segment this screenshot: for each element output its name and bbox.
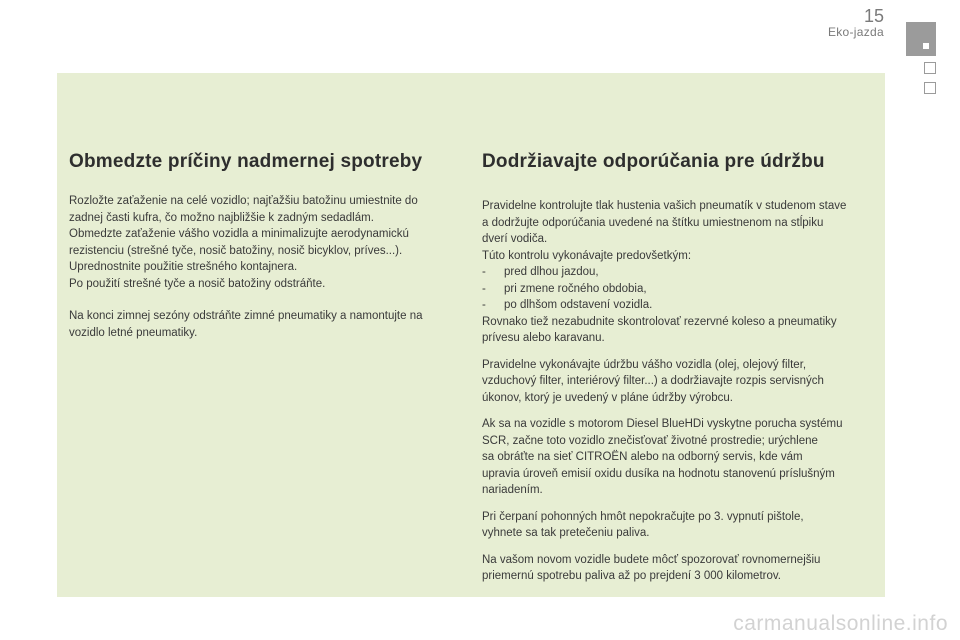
- text-line: nariadením.: [482, 484, 543, 496]
- left-column: [69, 151, 461, 351]
- text-line: Obmedzte zaťaženie vášho vozidla a minimalizujte aerodynamickú: [69, 228, 409, 240]
- left-paragraph-1: [69, 193, 461, 292]
- text-line: Na vašom novom vozidle budete môcť spozorovať rovnomernejšiu: [482, 553, 821, 566]
- left-section-title: Obmedzte príčiny nadmernej spotreby: [69, 151, 423, 172]
- text-line: dverí vodiča.: [482, 233, 548, 245]
- text-line: Rozložte zaťaženie na celé vozidlo; najťažšiu batožinu umiestnite do: [69, 195, 418, 207]
- text-line: Pravidelne kontrolujte tlak hustenia vašich pneumatík v studenom stave: [482, 200, 847, 212]
- text-line: Túto kontrolu vykonávajte predovšetkým:: [482, 249, 692, 262]
- left-paragraph-2: [69, 308, 461, 341]
- tab-dot: [923, 43, 929, 49]
- list-item: [482, 297, 872, 314]
- text-line: vyhnete sa tak pretečeniu paliva.: [482, 527, 650, 539]
- text-line: Uprednostnite použitie strešného kontajnera.: [69, 261, 298, 273]
- list-item: [482, 264, 872, 281]
- chapter-tab-box: [924, 82, 936, 94]
- bullet-text: pred dlhou jazdou,: [504, 266, 599, 278]
- section-name: Eko-jazda: [827, 25, 884, 39]
- text-line: Po použití strešné tyče a nosič batožiny odstráňte.: [69, 277, 326, 290]
- text-line: vzduchový filter, interiérový filter...) a dodržiavajte rozpis servisných: [482, 375, 824, 387]
- bullet-text: pri zmene ročného obdobia,: [504, 282, 647, 295]
- text-line: Pravidelne vykonávajte údržbu vášho vozidla (olej, olejový filter,: [482, 358, 807, 371]
- text-line: sa obráťte na sieť CITROËN alebo na odborný servis, kde vám: [482, 451, 803, 463]
- right-column: [482, 151, 872, 595]
- text-line: vozidlo letné pneumatiky.: [69, 326, 198, 339]
- content-panel: [57, 73, 885, 597]
- page-number: 15: [863, 6, 884, 26]
- right-paragraph-2: [482, 357, 872, 407]
- right-section-title: Dodržiavajte odporúčania pre údržbu: [482, 151, 825, 172]
- text-line: a dodržujte odporúčania uvedené na štítku umiestnenom na stĺpiku: [482, 216, 824, 229]
- bullet-dash: -: [482, 299, 486, 311]
- right-paragraph-3: [482, 416, 872, 499]
- text-line: prívesu alebo karavanu.: [482, 332, 605, 344]
- text-line: Pri čerpaní pohonných hmôt nepokračujte po 3. vypnutí pištole,: [482, 510, 804, 523]
- right-paragraph-1: [482, 198, 872, 347]
- chapter-tab-active: [906, 22, 936, 56]
- text-line: upravia úroveň emisií oxidu dusíka na hodnotu stanovenú príslušným: [482, 467, 835, 480]
- text-line: Na konci zimnej sezóny odstráňte zimné pneumatiky a namontujte na: [69, 310, 423, 322]
- bullet-dash: -: [482, 282, 486, 295]
- watermark: carmanualsonline.info: [733, 612, 948, 635]
- chapter-tab-box: [924, 62, 936, 74]
- bullet-dash: -: [482, 266, 486, 278]
- list-item: [482, 281, 872, 298]
- bullet-text: po dlhšom odstavení vozidla.: [504, 299, 653, 311]
- right-paragraph-5: [482, 552, 872, 585]
- text-line: zadnej časti kufra, čo možno najbližšie k zadným sedadlám.: [69, 211, 374, 224]
- text-line: priemernú spotrebu paliva až po prejdení 3 000 kilometrov.: [482, 570, 781, 582]
- right-paragraph-4: [482, 509, 872, 542]
- text-line: SCR, začne toto vozidlo znečisťovať životné prostredie; urýchlene: [482, 434, 818, 447]
- text-line: úkonov, ktorý je uvedený v pláne údržby výrobcu.: [482, 391, 734, 404]
- text-line: Ak sa na vozidle s motorom Diesel BlueHDi vyskytne porucha systému: [482, 418, 843, 430]
- text-line: rezistenciu (strešné tyče, nosič batožiny, nosič bicyklov, príves...).: [69, 244, 403, 257]
- text-line: Rovnako tiež nezabudnite skontrolovať rezervné koleso a pneumatiky: [482, 315, 837, 328]
